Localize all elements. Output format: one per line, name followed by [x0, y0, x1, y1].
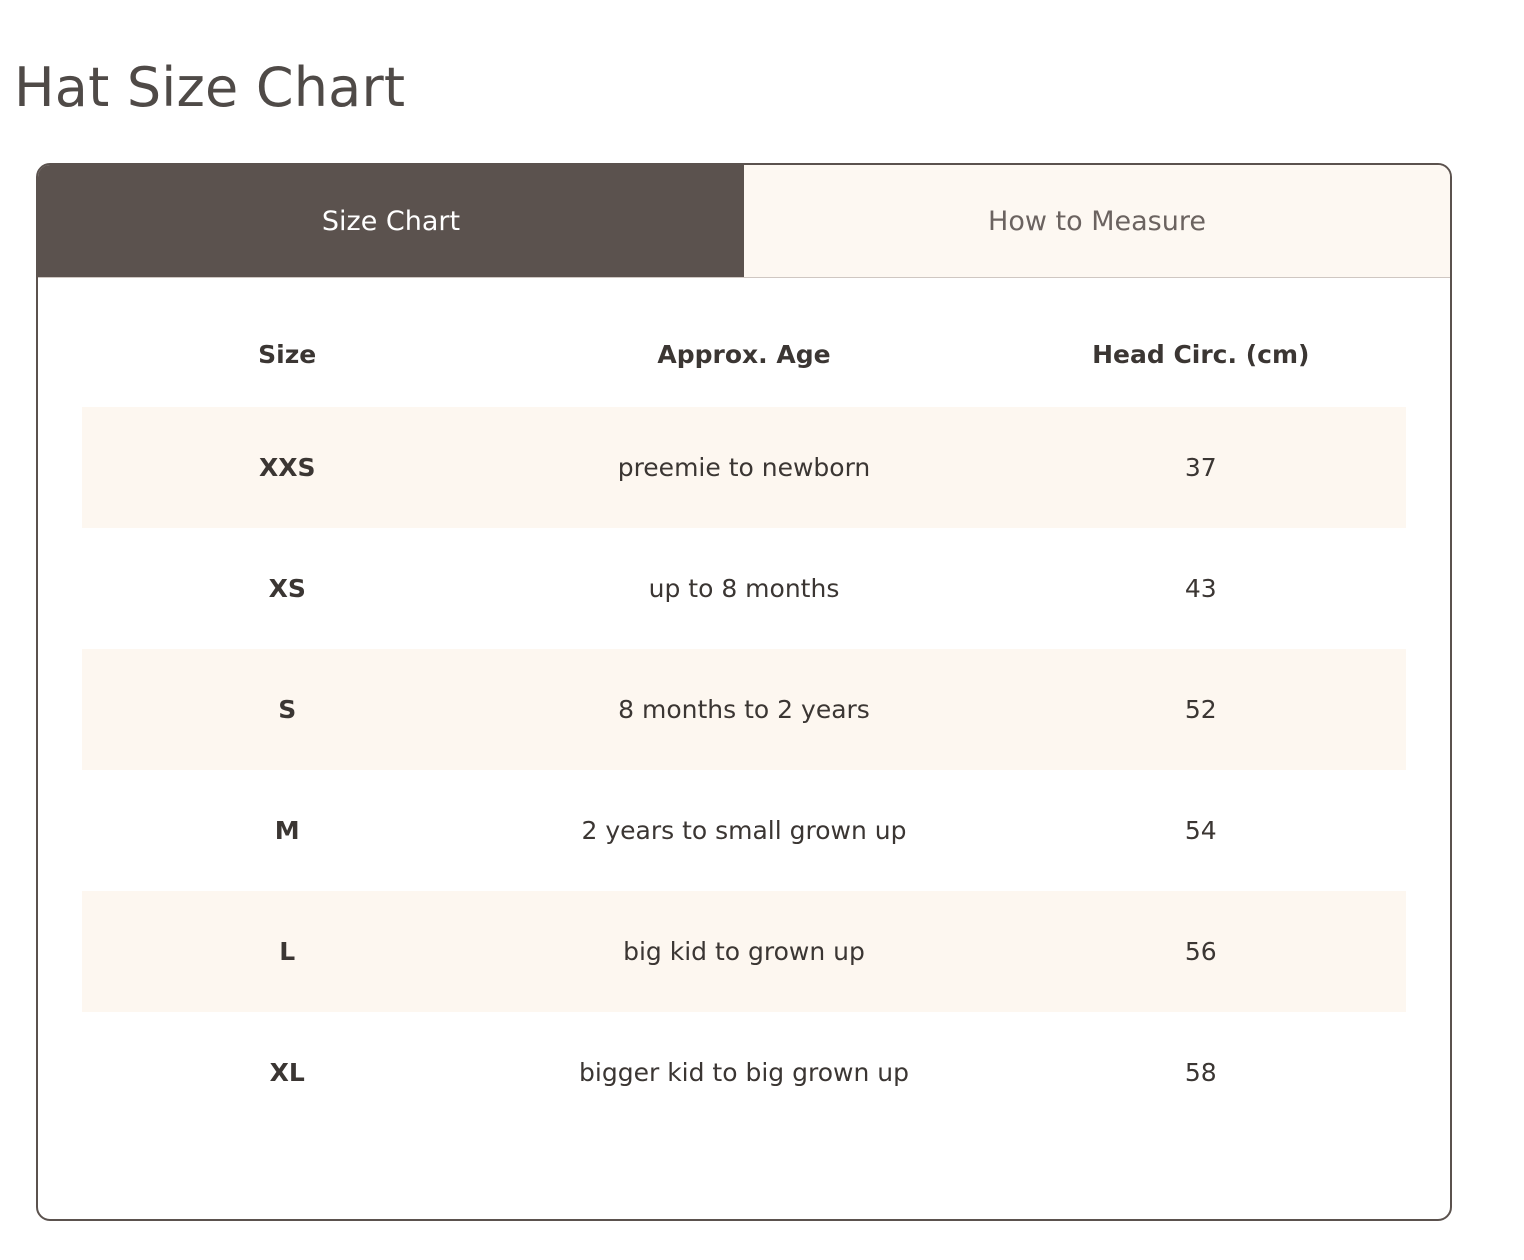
- cell-size: XXS: [82, 407, 492, 528]
- table-row: [82, 649, 1406, 770]
- cell-head-circ: 54: [1184, 815, 1217, 845]
- cell-head-circ: 56: [996, 891, 1406, 1012]
- cell-size: XL: [269, 1057, 305, 1087]
- tab-how-to-measure[interactable]: [744, 165, 1450, 277]
- cell-head-circ: 52: [996, 649, 1406, 770]
- column-header-approx-age: Approx. Age: [657, 340, 831, 369]
- cell-age: bigger kid to big grown up: [579, 1057, 909, 1087]
- cell-size: XS: [268, 573, 306, 603]
- tab-bar: [38, 165, 1450, 278]
- cell-size: L: [82, 891, 492, 1012]
- cell-size: M: [274, 815, 300, 845]
- cell-age: 8 months to 2 years: [492, 649, 995, 770]
- cell-head-circ: 58: [1184, 1057, 1217, 1087]
- cell-head-circ: 43: [1184, 573, 1217, 603]
- table-row: [82, 407, 1406, 528]
- size-table: [82, 278, 1406, 1133]
- size-table-body: [82, 407, 1406, 1133]
- column-header-size: Size: [258, 340, 317, 369]
- tab-size-chart-label: Size Chart: [321, 205, 461, 237]
- tab-size-chart[interactable]: [38, 165, 744, 277]
- table-row: [82, 1012, 1406, 1133]
- cell-size: S: [82, 649, 492, 770]
- cell-age: up to 8 months: [648, 573, 840, 603]
- table-row: [82, 770, 1406, 891]
- table-row: [82, 528, 1406, 649]
- size-table-container: [38, 278, 1450, 1133]
- cell-age: big kid to grown up: [492, 891, 995, 1012]
- tab-how-to-measure-label: How to Measure: [988, 205, 1206, 237]
- size-chart-card: [36, 163, 1452, 1221]
- size-table-header: [82, 278, 1406, 407]
- cell-head-circ: 37: [996, 407, 1406, 528]
- column-header-head-circ: Head Circ. (cm): [1092, 340, 1310, 369]
- cell-age: 2 years to small grown up: [581, 815, 907, 845]
- page-title: Hat Size Chart: [14, 56, 406, 120]
- table-row: [82, 891, 1406, 1012]
- table-header-row: [82, 278, 1406, 407]
- cell-age: preemie to newborn: [492, 407, 995, 528]
